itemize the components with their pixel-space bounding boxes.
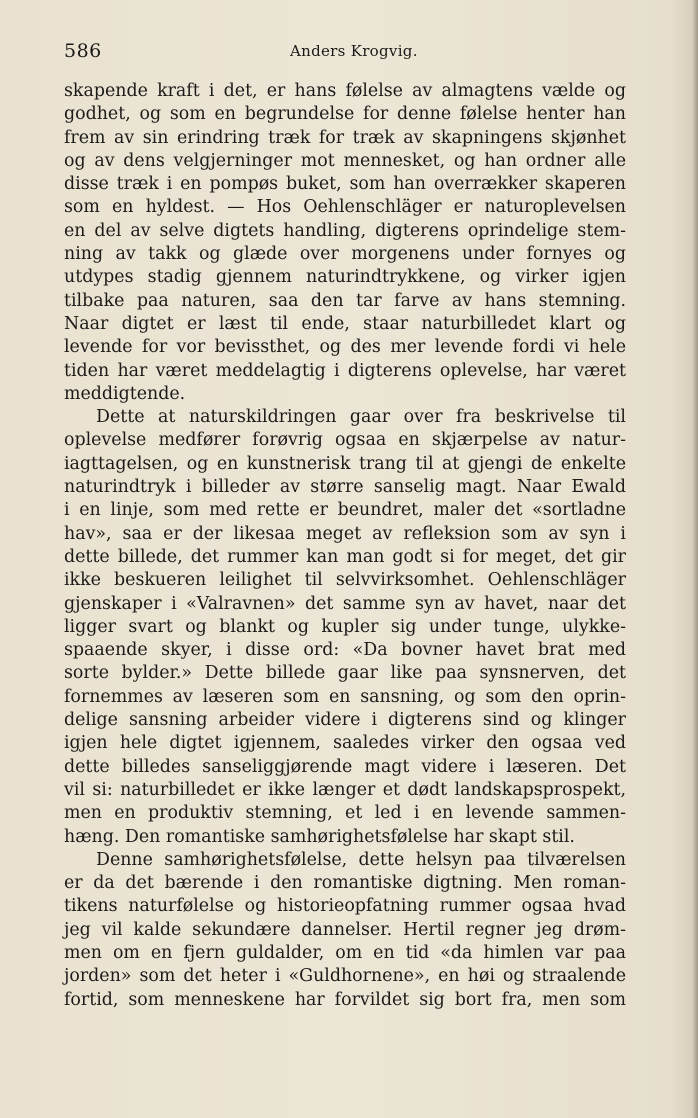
text-line: tilbake paa naturen, saa den tar farve av hans stemning. — [64, 290, 626, 311]
text-line: utdypes stadig gjennem naturindtrykkene, og virker igjen — [64, 267, 626, 288]
text-line: levende for vor bevissthet, og des mer levende fordi vi hele — [64, 337, 626, 358]
text-line: tiden har været meddelagtig i digterens oplevelse, har været — [64, 360, 626, 381]
text-line: tikens naturfølelse og historieopfatning rummer ogsaa hvad — [64, 896, 626, 917]
text-line: ning av takk og glæde over morgenens under fornyes og — [64, 244, 626, 265]
text-line: hæng. Den romantiske samhørighetsfølelse har skapt stil. — [64, 826, 575, 847]
text-line: oplevelse medfører forøvrig ogsaa en skjærpelse av natur- — [64, 430, 626, 451]
text-line: dette billedes sanseliggjørende magt videre i læseren. Det — [64, 756, 626, 777]
text-line: er da det bærende i den romantiske digtning. Men roman- — [64, 873, 626, 894]
text-line: i en linje, som med rette er beundret, maler det «sortladne — [64, 500, 626, 521]
text-line: en del av selve digtets handling, digterens oprindelige stem- — [64, 220, 626, 241]
running-head: Anders Krogvig. — [290, 42, 418, 60]
text-line: ligger svart og blankt og kupler sig under tunge, ulykke- — [64, 616, 626, 637]
page-header — [64, 40, 630, 64]
text-line: igjen hele digtet igjennem, saaledes virker den ogsaa ved — [64, 733, 626, 754]
page-edge-shadow — [692, 0, 698, 1118]
text-line: sorte bylder.» Dette billede gaar like paa synsnerven, det — [64, 663, 626, 684]
text-line: men en produktiv stemning, et led i en levende sammen- — [64, 803, 626, 824]
text-line: jorden» som det heter i «Guldhornene», en høi og straalende — [64, 966, 626, 987]
text-line: som en hyldest. — Hos Oehlenschläger er naturoplevelsen — [64, 197, 626, 218]
text-line: fornemmes av læseren som en sansning, og som den oprin- — [64, 686, 626, 707]
text-line: Naar digtet er læst til ende, staar naturbilledet klart og — [64, 313, 626, 334]
text-line: men om en fjern guldalder, om en tid «da himlen var paa — [64, 942, 626, 963]
text-line: meddigtende. — [64, 383, 186, 404]
text-line: vil si: naturbilledet er ikke længer et dødt landskapsprospekt, — [64, 779, 626, 800]
text-line: ikke beskueren leilighet til selvvirksomhet. Oehlenschläger — [64, 570, 626, 591]
text-line: godhet, og som en begrundelse for denne følelse henter han — [64, 104, 626, 125]
text-line: frem av sin erindring træk for træk av skapningens skjønhet — [64, 127, 626, 148]
page-number: 586 — [64, 40, 102, 62]
text-line: dette billede, det rummer kan man godt si for meget, det gir — [64, 546, 626, 567]
text-body — [64, 80, 626, 1012]
text-line: iagttagelsen, og en kunstnerisk trang til at gjengi de enkelte — [64, 453, 626, 474]
text-line: delige sansning arbeider videre i digterens sind og klinger — [64, 710, 626, 731]
text-line: hav», saa er der likesaa meget av refleksion som av syn i — [64, 523, 626, 544]
text-line: jeg vil kalde sekundære dannelser. Hertil regner jeg drøm- — [64, 919, 626, 940]
text-line: skapende kraft i det, er hans følelse av almagtens vælde og — [64, 81, 626, 101]
text-line: naturindtryk i billeder av større sanselig magt. Naar Ewald — [64, 477, 626, 498]
text-line: Dette at naturskildringen gaar over fra beskrivelse til — [96, 407, 626, 428]
text-line: fortid, som menneskene har forvildet sig bort fra, men som — [64, 989, 626, 1010]
text-line: disse træk i en pompøs buket, som han overrækker skaperen — [64, 174, 626, 195]
text-line: spaaende skyer, i disse ord: «Da bovner havet brat med — [64, 640, 626, 661]
text-line: Denne samhørighetsfølelse, dette helsyn paa tilværelsen — [96, 849, 626, 870]
text-line: og av dens velgjerninger mot mennesket, og han ordner alle — [64, 150, 626, 171]
text-line: gjenskaper i «Valravnen» det samme syn av havet, naar det — [64, 593, 626, 614]
